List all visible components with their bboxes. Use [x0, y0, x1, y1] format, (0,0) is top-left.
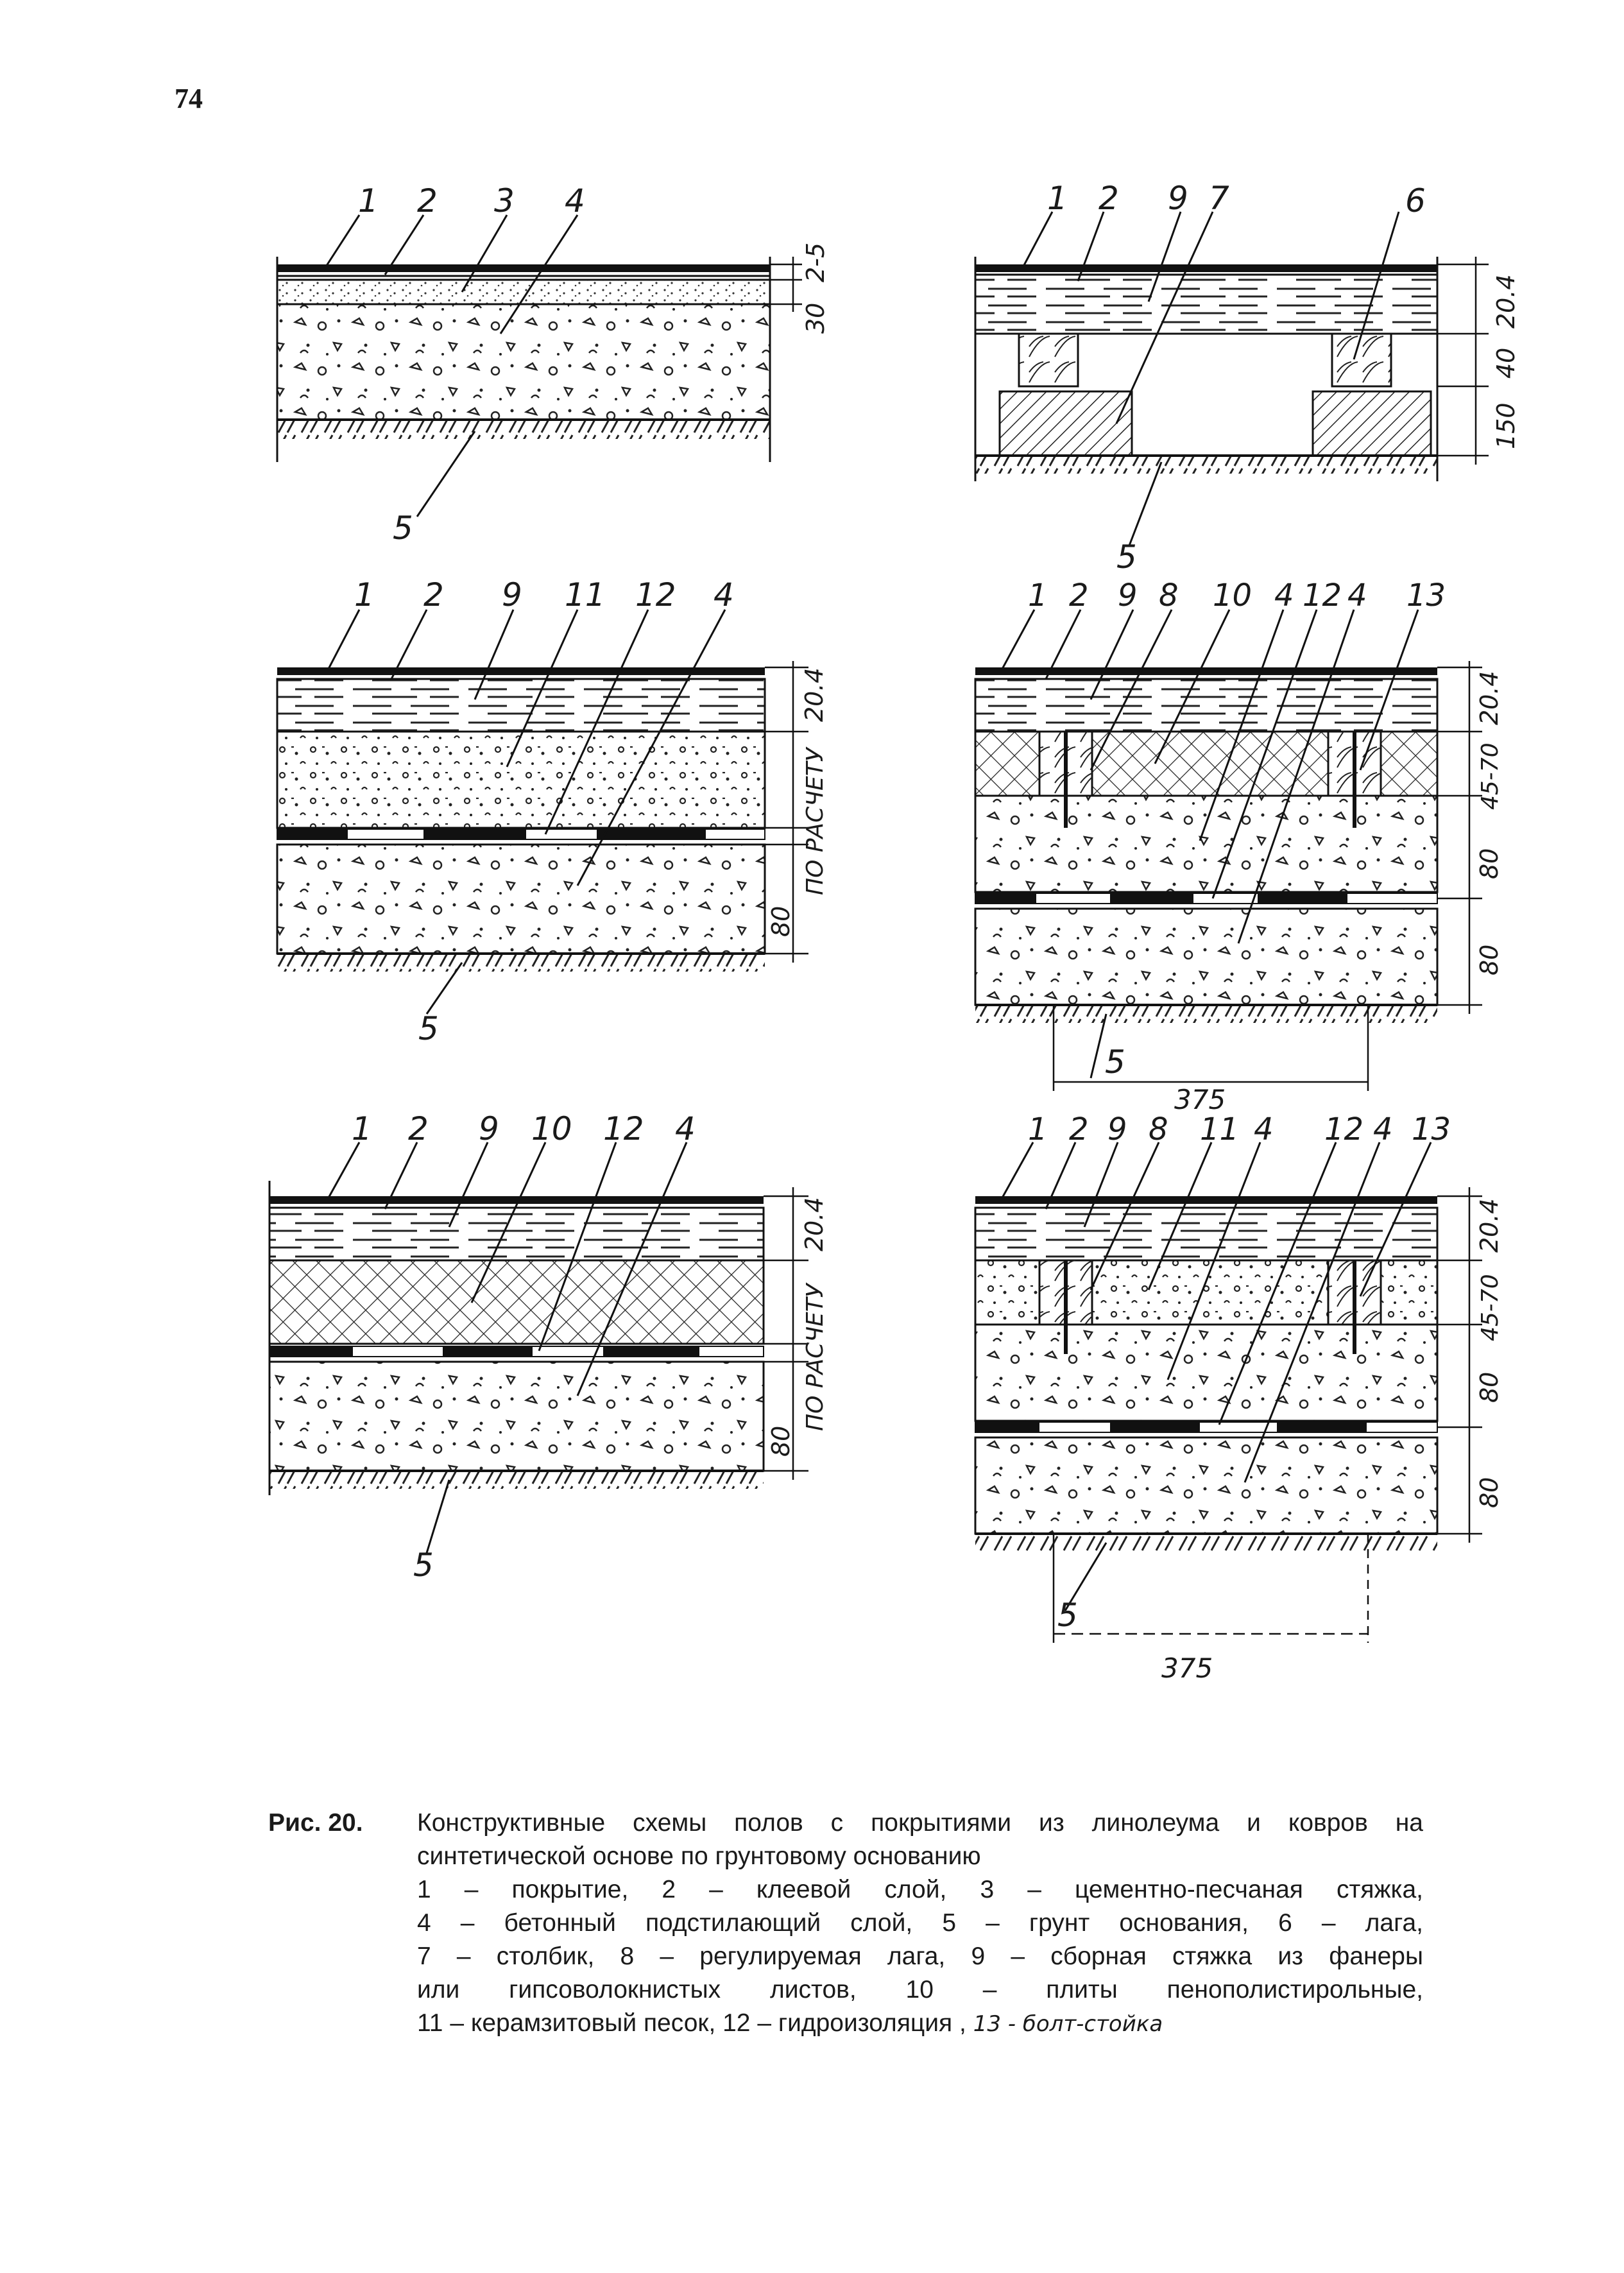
caption-legend-text: 11 – керамзитовый песок, 12 – гидроизоляция ,	[417, 2009, 966, 2037]
figure-f	[975, 1111, 1503, 1684]
callout-2: 2	[1098, 180, 1119, 217]
figure-label: Рис. 20.	[268, 1809, 363, 1837]
callout-4: 4	[1254, 1111, 1274, 1147]
callout-4: 4	[1373, 1111, 1393, 1147]
callout-4: 4	[565, 182, 585, 219]
dim-20-4: 20.4	[800, 667, 828, 722]
callout-5: 5	[1105, 1043, 1125, 1081]
dim-30: 30	[801, 302, 830, 334]
dim-40: 40	[1492, 347, 1520, 379]
callout-7: 7	[1209, 180, 1229, 217]
caption-title-line: синтетической основе по грунтовому основанию	[417, 1842, 981, 1870]
caption-legend-line: 4 – бетонный подстилающий слой, 5 – грунт основания, 6 – лага,	[417, 1909, 1423, 1937]
dim-45-70: 45-70	[1477, 742, 1503, 810]
callout-9: 9	[1118, 578, 1138, 613]
dim-80-lower: 80	[1475, 944, 1503, 975]
callout-2: 2	[417, 182, 438, 219]
callout-6: 6	[1405, 182, 1426, 219]
page-number: 74	[175, 83, 203, 114]
callout-4: 4	[675, 1110, 696, 1147]
dim-150: 150	[1492, 402, 1520, 449]
dim-20-4: 20.4	[800, 1197, 828, 1251]
callout-8: 8	[1159, 578, 1179, 613]
callout-1: 1	[1028, 578, 1048, 613]
callout-13: 13	[1412, 1111, 1451, 1147]
caption-body	[417, 1806, 1423, 2041]
dim-80-lower: 80	[1475, 1477, 1503, 1508]
callout-5: 5	[413, 1547, 434, 1584]
callout-10: 10	[1213, 578, 1252, 613]
callout-1: 1	[1047, 180, 1068, 217]
dim-20-4: 20.4	[1475, 671, 1503, 725]
dim-375: 375	[1174, 1084, 1226, 1115]
caption-legend-line	[417, 2007, 1423, 2041]
callout-11: 11	[1200, 1111, 1240, 1147]
callout-12: 12	[603, 1110, 644, 1147]
figure-d	[975, 578, 1503, 1115]
callout-9: 9	[1107, 1111, 1127, 1147]
figure-e	[269, 1110, 828, 1584]
dim-80-upper: 80	[1475, 1371, 1503, 1403]
callout-2: 2	[1069, 1111, 1089, 1147]
callout-12: 12	[1303, 578, 1342, 613]
callout-10: 10	[531, 1110, 572, 1147]
callout-12: 12	[1324, 1111, 1364, 1147]
callout-4: 4	[1274, 578, 1294, 613]
callout-5: 5	[418, 1010, 439, 1047]
dim-375: 375	[1161, 1652, 1213, 1684]
caption-title-line: Конструктивные схемы полов с покрытиями из линолеума и ковров на	[417, 1809, 1423, 1837]
caption-legend-line: 7 – столбик, 8 – регулируемая лага, 9 – сборная стяжка из фанеры	[417, 1943, 1423, 1970]
callout-2: 2	[1069, 578, 1089, 613]
callout-9: 9	[1168, 180, 1188, 217]
figure-b	[975, 180, 1520, 576]
callout-2: 2	[423, 576, 444, 613]
callout-5: 5	[393, 510, 413, 547]
dim-45-70: 45-70	[1477, 1274, 1503, 1341]
figure-a	[277, 182, 830, 547]
callout-11: 11	[565, 576, 606, 613]
callout-1: 1	[354, 576, 375, 613]
callout-2: 2	[408, 1110, 429, 1147]
callout-5: 5	[1116, 538, 1137, 576]
callout-9: 9	[479, 1110, 499, 1147]
callout-13: 13	[1406, 578, 1446, 613]
dim-2-5: 2-5	[801, 242, 830, 282]
callout-12: 12	[635, 576, 676, 613]
callout-1: 1	[352, 1110, 372, 1147]
dim-20-4: 20.4	[1475, 1198, 1503, 1253]
dim-80: 80	[767, 905, 795, 937]
callout-8: 8	[1149, 1111, 1168, 1147]
dim-80: 80	[767, 1425, 795, 1457]
dim-80-upper: 80	[1475, 848, 1503, 879]
callout-1: 1	[1028, 1111, 1048, 1147]
callout-3: 3	[494, 182, 515, 219]
dim-20-4: 20.4	[1492, 274, 1520, 329]
figure-c	[277, 576, 828, 1047]
callout-5: 5	[1057, 1597, 1078, 1634]
dim-po-raschetu: ПО РАСЧЕТУ	[802, 1283, 828, 1431]
callout-9: 9	[502, 576, 522, 613]
callout-4: 4	[714, 576, 734, 613]
callout-4: 4	[1347, 578, 1367, 613]
dim-po-raschetu: ПО РАСЧЕТУ	[802, 748, 828, 895]
handwritten-note: 13 - болт-стойка	[973, 2011, 1163, 2037]
callout-1: 1	[358, 182, 379, 219]
caption-legend-line: 1 – покрытие, 2 – клеевой слой, 3 – цементно-песчаная стяжка,	[417, 1876, 1423, 1903]
caption-legend-line: или гипсоволокнистых листов, 10 – плиты пенополистирольные,	[417, 1976, 1423, 2003]
